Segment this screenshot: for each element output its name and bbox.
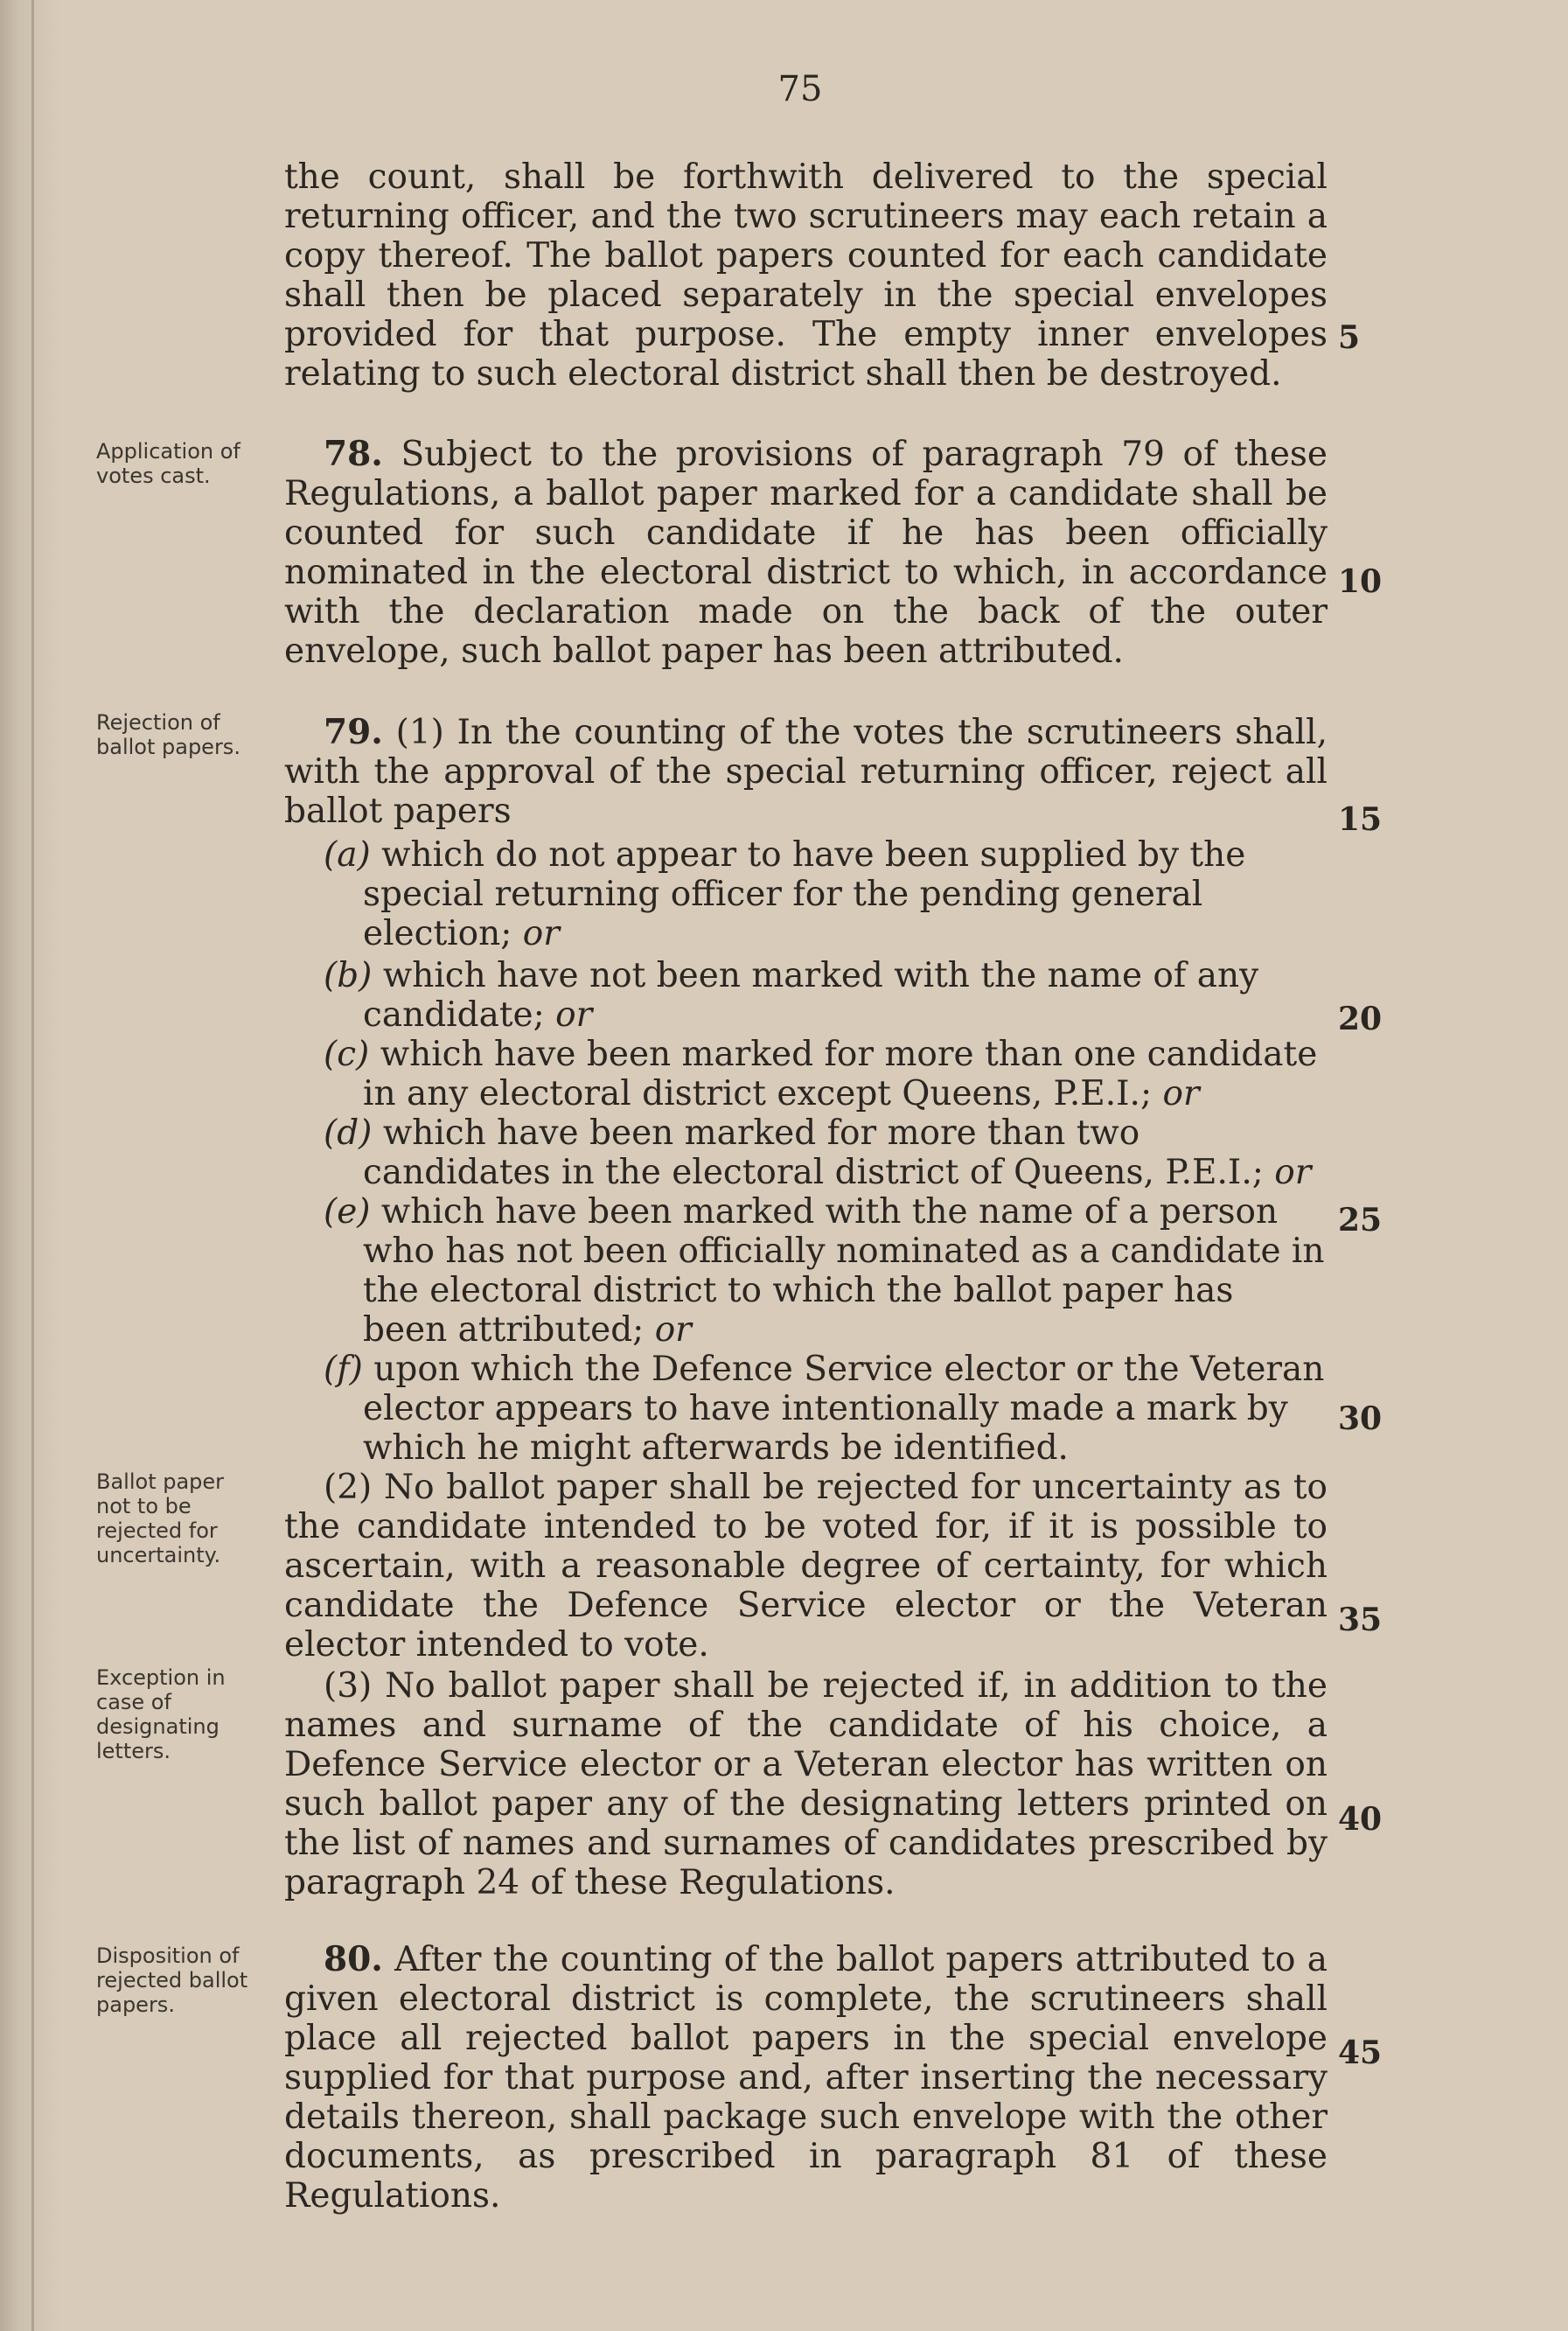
paragraph-79-sub3: (3) No ballot paper shall be rejected if, in addition to the names and surname of the candidate of his choice, a Defence Service elector or a Veteran elector has written on such ballot paper any of the designating letters printed on the list of names and surnames of candidates prescribed by paragraph 24 of these Regulations. (284, 1666, 1328, 1902)
continuation-paragraph: the count, shall be forthwith delivered to the special returning officer, and the two scrutineers may each retain a copy thereof. The ballot papers counted for each candidate shall then be placed separately in the special envelopes provided for that purpose. The empty inner envelopes relating to such electoral district shall then be destroyed. (284, 157, 1328, 394)
line-number-5: 5 (1338, 319, 1361, 356)
clause-c-text: which have been marked for more than one candidate in any electoral district except Queens, P.E.I.; (363, 1035, 1318, 1113)
clause-b-text: which have not been marked with the name of any candidate; (363, 956, 1259, 1035)
clause-f-text: upon which the Defence Service elector or the Veteran elector appears to have intentionally made a mark by which he might afterwards be identified. (363, 1350, 1325, 1468)
clause-e-text: which have been marked with the name of a person who has not been officially nominated as a candidate in the electoral district to which the ballot paper has been attributed; (363, 1192, 1325, 1350)
clause-c (324, 1035, 1328, 1113)
margin-note-application: Application of votes cast. (96, 439, 240, 488)
line-number-35: 35 (1338, 1602, 1383, 1638)
paragraph-79-intro-text: (1) In the counting of the votes the scrutineers shall, with the approval of the special returning officer, reject all ballot papers (284, 713, 1328, 831)
margin-note-exception: Exception in case of designating letters. (96, 1665, 226, 1763)
line-number-25: 25 (1338, 1202, 1383, 1239)
clause-b-conj: or (555, 995, 593, 1035)
clause-a-letter: (a) (324, 835, 371, 875)
clause-b (324, 956, 1328, 1035)
clause-b-letter: (b) (324, 956, 373, 995)
page-number: 75 (777, 69, 823, 109)
clause-e-letter: (e) (324, 1192, 371, 1232)
clause-d-conj: or (1274, 1153, 1312, 1192)
margin-note-disposition: Disposition of rejected ballot papers. (96, 1944, 248, 2017)
paragraph-79-sub2: (2) No ballot paper shall be rejected for uncertainty as to the candidate intended to be voted for, if it is possible to ascertain, with a reasonable degree of certainty, for which candidate the Defence Service elector or the Veteran elector intended to vote. (284, 1468, 1328, 1665)
clause-a-text: which do not appear to have been supplied by the special returning officer for the pending general election; (363, 835, 1246, 953)
line-number-15: 15 (1338, 801, 1383, 838)
line-number-10: 10 (1338, 563, 1383, 600)
binding-line (31, 0, 34, 2331)
line-number-20: 20 (1338, 1001, 1383, 1037)
paragraph-78 (284, 435, 1328, 671)
paragraph-80 (284, 1940, 1328, 2216)
paragraph-78-text: Subject to the provisions of paragraph 79 of these Regulations, a ballot paper marked for a candidate shall be counted for such candidate if he has been officially nominated in the electoral district to which, in accordance with the declaration made on the back of the outer envelope, such ballot paper has been attributed. (284, 435, 1328, 671)
clause-e-conj: or (654, 1310, 692, 1350)
paragraph-79-intro (284, 713, 1328, 831)
line-number-45: 45 (1338, 2034, 1383, 2071)
clause-f-letter: (f) (324, 1350, 363, 1389)
line-number-40: 40 (1338, 1801, 1383, 1838)
clause-a (324, 835, 1328, 953)
clause-f (324, 1350, 1328, 1468)
paragraph-79-number: 79. (324, 712, 383, 752)
paragraph-78-number: 78. (324, 434, 383, 474)
book-spine-shadow (0, 0, 61, 2331)
margin-note-rejection: Rejection of ballot papers. (96, 710, 240, 759)
clause-d-letter: (d) (324, 1113, 373, 1153)
line-number-30: 30 (1338, 1400, 1383, 1437)
paragraph-80-text: After the counting of the ballot papers attributed to a given electoral district is complete, the scrutineers shall place all rejected ballot papers in the special envelope supplied for that purpose and, after inserting the necessary details thereon, shall package such envelope with the other documents, as prescribed in paragraph 81 of these Regulations. (284, 1940, 1328, 2216)
clause-d-text: which have been marked for more than two candidates in the electoral district of Queens, P.E.I.; (363, 1113, 1264, 1192)
clause-d (324, 1113, 1328, 1192)
margin-note-uncertainty: Ballot paper not to be rejected for uncertainty. (96, 1469, 225, 1567)
paragraph-80-number: 80. (324, 1939, 383, 1979)
clause-e (324, 1192, 1328, 1350)
clause-a-conj: or (522, 914, 560, 953)
clause-c-conj: or (1162, 1074, 1200, 1113)
clause-c-letter: (c) (324, 1035, 370, 1074)
